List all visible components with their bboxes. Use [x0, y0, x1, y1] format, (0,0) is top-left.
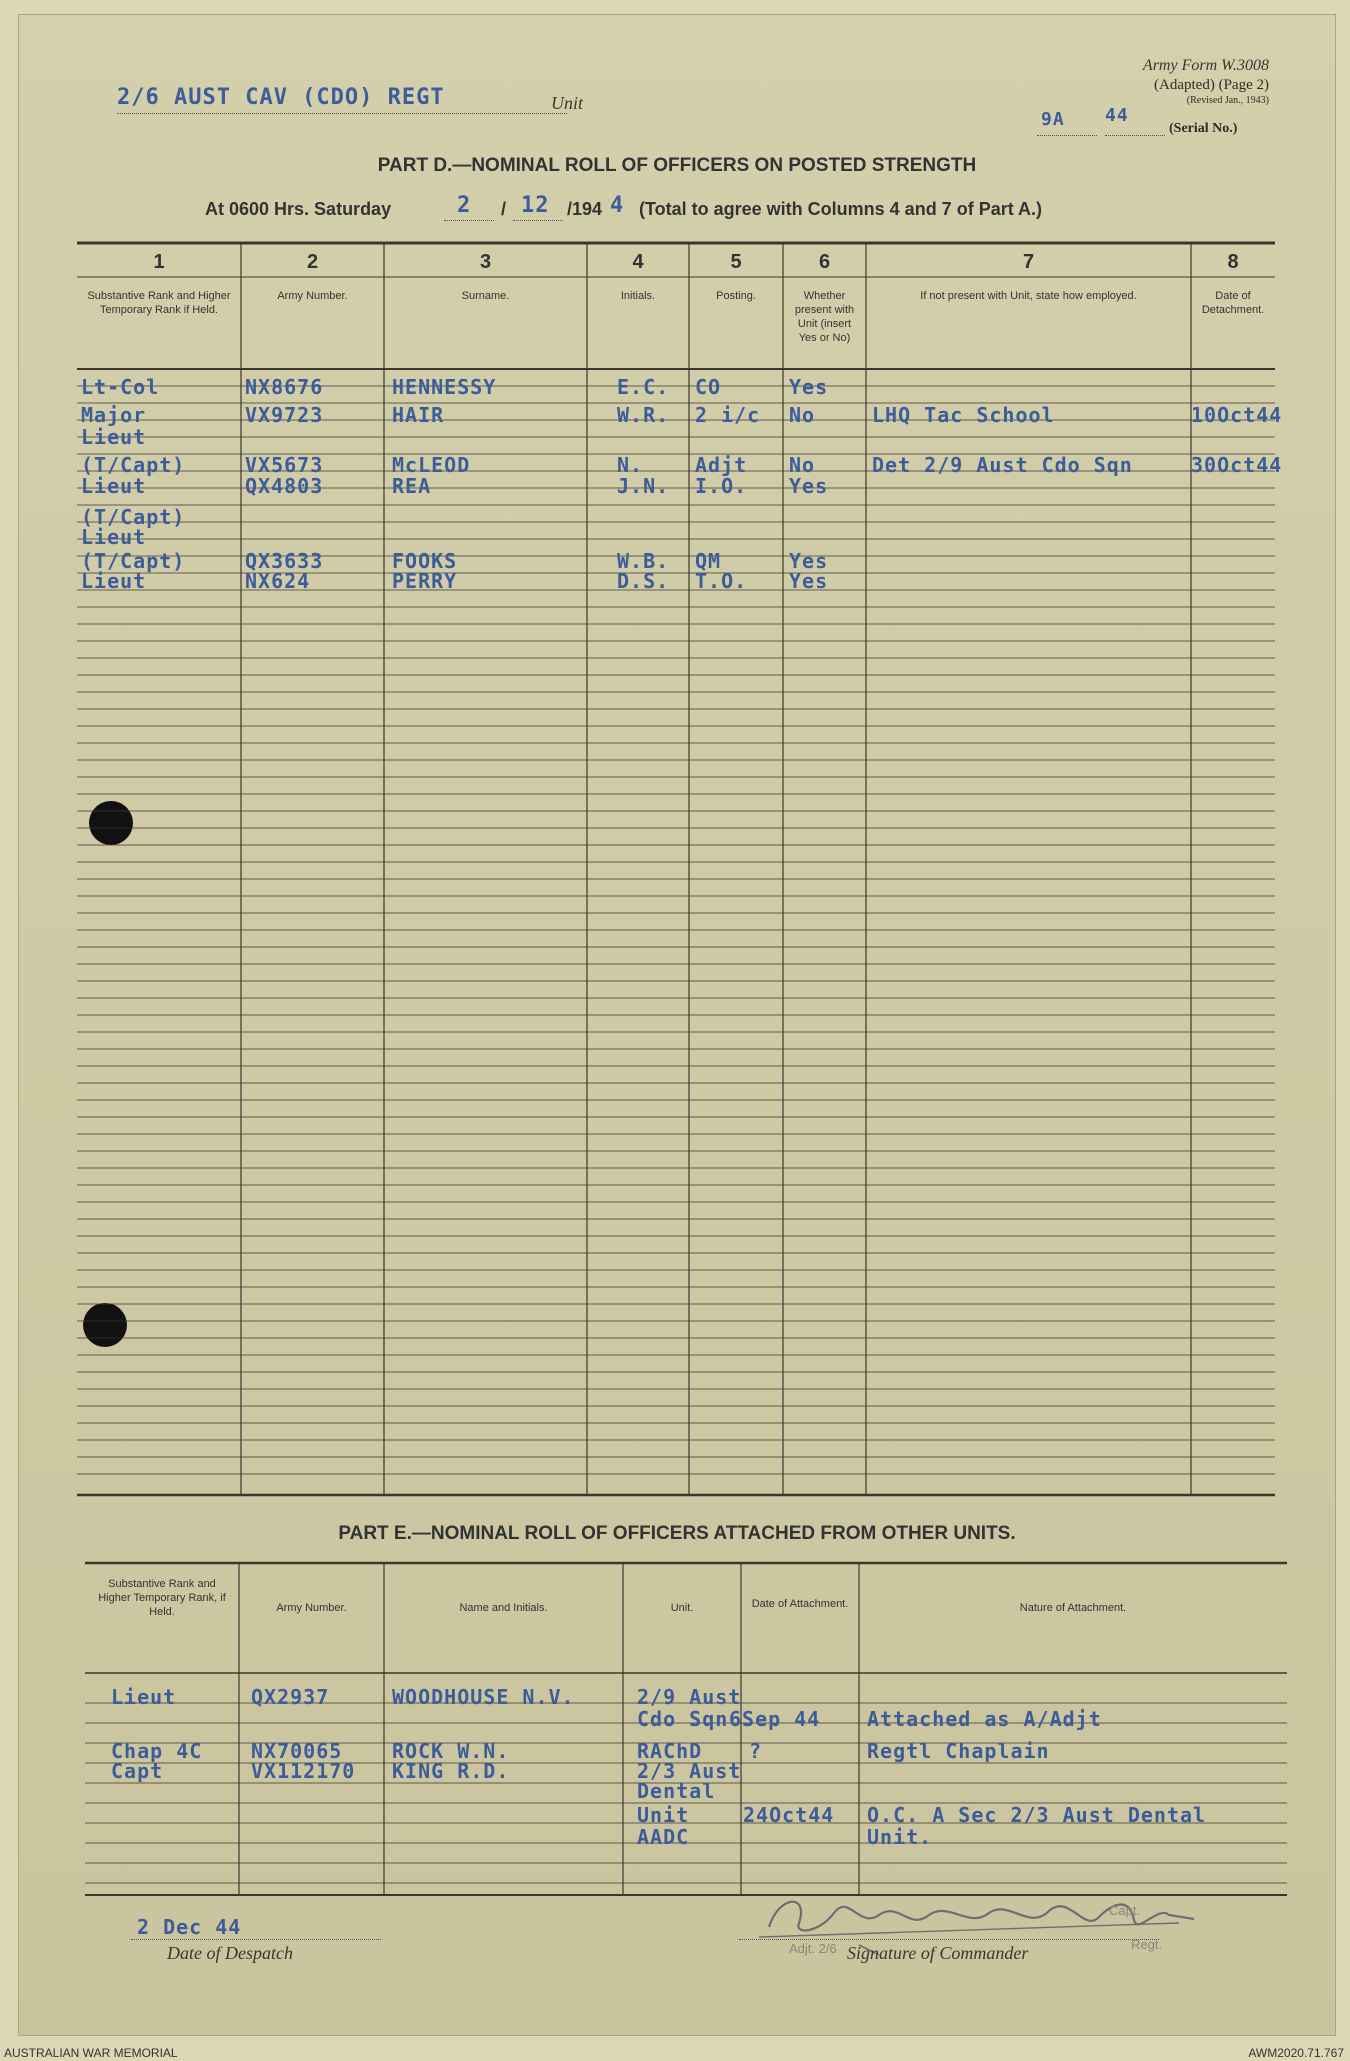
part-e-title: PART E.—NOMINAL ROLL OF OFFICERS ATTACHED FROM OTHER UNITS.	[338, 1523, 1016, 1544]
part-d-cell-surname: HAIR	[392, 403, 445, 427]
part-d-cell-posting: I.O.	[695, 474, 748, 498]
part-d-cell-present: Yes	[789, 549, 829, 573]
form-adapted: (Adapted) (Page 2)	[1154, 77, 1269, 93]
part-d-column-number: 5	[730, 251, 742, 273]
serial-label: (Serial No.)	[1169, 121, 1238, 136]
part-e-column-header: Name and Initials.	[459, 1602, 548, 1614]
date-month: 12	[521, 193, 550, 218]
part-e-cell-name: WOODHOUSE N.V.	[392, 1685, 575, 1709]
signature-label: Signature of Commander	[847, 1943, 1029, 1963]
signature-note-capt: Capt.	[1109, 1903, 1141, 1918]
part-d-column-number: 8	[1227, 251, 1239, 273]
part-d-cell-surname: HENNESSY	[392, 375, 497, 399]
part-d-cell-rank: Lt-Col	[81, 375, 160, 399]
date-day: 2	[457, 193, 472, 218]
part-e-column-header: Date of Attachment.	[751, 1598, 849, 1610]
form-revised: (Revised Jan., 1943)	[1186, 95, 1269, 106]
at-prefix: At 0600 Hrs. Saturday	[205, 199, 392, 219]
part-e-column-header: Substantive Rank and Higher Temporary Rank, if Held.	[98, 1578, 226, 1618]
part-d-cell-rank: Lieut	[81, 474, 147, 498]
part-e-cell-number: NX70065	[251, 1739, 343, 1763]
part-d-cell-present: Yes	[789, 474, 829, 498]
part-e-cell-name: KING R.D.	[392, 1759, 510, 1783]
part-e-cell-date: 6Sep 44	[729, 1707, 821, 1731]
part-d-column-header: Initials.	[620, 290, 656, 302]
signature-note-regt: Regt.	[1131, 1937, 1163, 1952]
part-e-cell-date: 24Oct44	[743, 1803, 835, 1827]
form-sheet: 2/6 AUST CAV (CDO) REGT Unit Army Form W.3008 (Adapted) (Page 2) (Revised Jan., 1943) 9A 44 (Serial No.) PART D.—NOMINAL ROLL OF OFFICERS ON POSTED STRENGTH At 0600 Hrs. Saturday 2 / 12 /194 4 (Total to agree with Columns 4 and 7 of Part A.) 1 2 3 4 5 6 7 8 Substantive Rank and Higher Temporary Rank if Held. Army Number. Surname. Initials. Posting. Whether present with Unit (insert Yes or No) If not present with Unit, state how employed. Date of Detachment. Lt-Col NX8676 HENNESSY E.C. CO Yes Major VX9723 HAIR W.R. 2 i/c No LHQ Tac School 10Oct44 Lieut (T/Capt) VX5673 McLEOD N. Adjt No Det 2/9 Aust Cdo Sqn 30Oct44 Lieut QX4803 REA J.N. I.O. Yes (T/Capt) Lieut (T/Capt) QX3633 FOOKS W.B. QM Yes Lieut NX624 PERRY D.S. T.O. Yes PART E.—NOMINAL ROLL OF OFFICERS ATTACHED FROM OTHER UNITS. Substantive Rank and Higher Temporary Rank, if Held. Army Number. Name and Initials. Unit. Date of Attachment. Nature of Attachment. Lieut QX2937 WOODHOUSE N.V. 2/9 Aust Cdo Sqn 6Sep 44 Attached as A/Adjt Chap 4C NX70065 ROCK W.N. RAChD ? Regtl Chaplain Capt VX112170 KING R.D. 2/3 Aust Dental Unit 24Oct44 O.C. A Sec 2/3 Aust Dental AADC Unit. 2 Dec 44 Date of Despatch Capt. Adjt. 2/6 Regt. Signature of Commander	[18, 14, 1336, 2036]
part-e-cell-unit: Cdo Sqn	[637, 1707, 729, 1731]
date-year-print: /194	[567, 199, 603, 219]
part-e-cell-number: VX112170	[251, 1759, 356, 1783]
total-note: (Total to agree with Columns 4 and 7 of Part A.)	[639, 199, 1043, 219]
unit-value: 2/6 AUST CAV (CDO) REGT	[117, 85, 445, 110]
part-d-cell-rank: Lieut	[81, 425, 147, 449]
part-d-cell-date: 10Oct44	[1191, 403, 1283, 427]
part-d-cell-posting: QM	[695, 549, 722, 573]
part-d-cell-present: No	[789, 403, 816, 427]
part-d-cell-rank: (T/Capt)	[81, 453, 186, 477]
part-d-cell-number: NX624	[245, 569, 311, 593]
part-d-column-header: Surname.	[461, 290, 510, 302]
part-d-cell-initials: E.C.	[617, 375, 670, 399]
unit-label: Unit	[551, 93, 584, 113]
part-d-cell-number: QX3633	[245, 549, 324, 573]
part-d-column-number: 1	[153, 251, 165, 273]
part-d-cell-rank: (T/Capt)	[81, 505, 186, 529]
part-d-grid	[19, 15, 1335, 2035]
signature-note-adjt: Adjt. 2/6	[789, 1941, 837, 1956]
part-d-cell-surname: REA	[392, 474, 432, 498]
part-e-cell-rank: Lieut	[111, 1685, 177, 1709]
part-d-cell-number: QX4803	[245, 474, 324, 498]
part-e-cell-unit: 2/9 Aust	[637, 1685, 742, 1709]
archive-credit-right: AWM2020.71.767	[1248, 2046, 1344, 2060]
part-d-column-header: Whether present with Unit (insert Yes or No)	[794, 290, 855, 344]
part-d-cell-rank: (T/Capt)	[81, 549, 186, 573]
part-d-column-header: Substantive Rank and Higher Temporary Rank if Held.	[87, 290, 231, 316]
part-d-cell-initials: W.B.	[617, 549, 670, 573]
part-e-cell-nature: Attached as A/Adjt	[867, 1707, 1102, 1731]
part-e-cell-unit: Dental	[637, 1779, 716, 1803]
part-d-cell-initials: N.	[617, 453, 644, 477]
part-e-cell-rank: Capt	[111, 1759, 164, 1783]
part-d-title: PART D.—NOMINAL ROLL OF OFFICERS ON POSTED STRENGTH	[377, 155, 977, 176]
part-d-cell-posting: 2 i/c	[695, 403, 761, 427]
signature-line	[739, 1939, 1159, 1940]
part-d-cell-employed: LHQ Tac School	[872, 403, 1055, 427]
part-e-cell-date: ?	[749, 1739, 763, 1763]
part-e-column-header: Nature of Attachment.	[1019, 1602, 1127, 1614]
part-e-cell-nature: Regtl Chaplain	[867, 1739, 1050, 1763]
part-d-column-number: 6	[818, 251, 831, 273]
part-d-cell-present: Yes	[789, 375, 829, 399]
part-e-column-header: Unit.	[670, 1602, 694, 1614]
part-d-cell-employed: Det 2/9 Aust Cdo Sqn	[872, 453, 1133, 477]
despatch-line	[131, 1939, 381, 1940]
part-e-column-header: Army Number.	[276, 1602, 347, 1614]
part-d-cell-posting: T.O.	[695, 569, 748, 593]
part-d-cell-date: 30Oct44	[1191, 453, 1283, 477]
part-d-cell-posting: Adjt	[695, 453, 748, 477]
part-d-column-header: Date of Detachment.	[1201, 290, 1265, 316]
serial-value: 44	[1105, 105, 1129, 126]
part-d-column-number: 3	[479, 251, 492, 273]
part-d-cell-initials: D.S.	[617, 569, 670, 593]
part-e-cell-number: QX2937	[251, 1685, 330, 1709]
part-d-cell-present: Yes	[789, 569, 829, 593]
archive-credit-left: AUSTRALIAN WAR MEMORIAL	[4, 2046, 178, 2060]
part-d-cell-number: NX8676	[245, 375, 324, 399]
part-d-column-number: 7	[1022, 251, 1035, 273]
part-d-cell-surname: PERRY	[392, 569, 458, 593]
part-d-cell-surname: FOOKS	[392, 549, 458, 573]
form-title: Army Form W.3008	[1142, 57, 1269, 74]
part-d-cell-number: VX9723	[245, 403, 324, 427]
part-e-cell-unit: 2/3 Aust	[637, 1759, 742, 1783]
part-d-cell-posting: CO	[695, 375, 722, 399]
part-e-cell-unit: RAChD	[637, 1739, 703, 1763]
part-d-cell-number: VX5673	[245, 453, 324, 477]
part-d-column-header: Posting.	[716, 290, 756, 302]
part-d-cell-rank: Lieut	[81, 569, 147, 593]
despatch-value: 2 Dec 44	[137, 1915, 242, 1939]
part-d-cell-rank: Lieut	[81, 525, 147, 549]
serial-prefix: 9A	[1041, 109, 1065, 130]
part-d-cell-surname: McLEOD	[392, 453, 471, 477]
despatch-label: Date of Despatch	[167, 1943, 293, 1963]
part-d-column-header: If not present with Unit, state how employed.	[920, 290, 1137, 302]
part-e-cell-name: ROCK W.N.	[392, 1739, 510, 1763]
part-d-cell-initials: J.N.	[617, 474, 670, 498]
part-d-column-number: 2	[306, 251, 319, 273]
part-d-cell-present: No	[789, 453, 816, 477]
date-year-typed: 4	[610, 193, 625, 218]
part-d-column-number: 4	[632, 251, 644, 273]
part-d-cell-rank: Major	[81, 403, 147, 427]
part-e-cell-nature: Unit.	[867, 1825, 933, 1849]
part-d-column-header: Army Number.	[277, 290, 348, 302]
part-e-cell-rank: Chap 4C	[111, 1739, 203, 1763]
part-d-cell-initials: W.R.	[617, 403, 670, 427]
part-e-cell-nature: O.C. A Sec 2/3 Aust Dental	[867, 1803, 1207, 1827]
part-e-cell-unit: Unit	[637, 1803, 690, 1827]
part-e-cell-unit: AADC	[637, 1825, 690, 1849]
